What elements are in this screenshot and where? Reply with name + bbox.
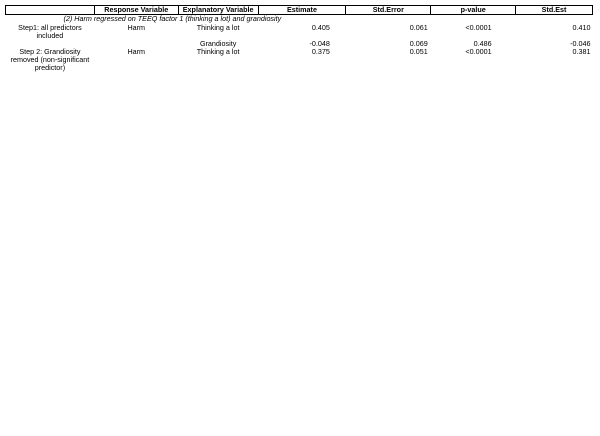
explanatory-variable-cell: Grandiosity: [199, 39, 237, 48]
header-std-error: Std.Error: [346, 6, 431, 15]
p-value-cell: <0.0001: [465, 47, 492, 56]
step-label: Step 2: Grandiosity removed (non-significant predictor): [10, 47, 90, 72]
table-row: [6, 40, 593, 48]
std-est-cell: -0.046: [570, 39, 591, 48]
step-label: Step1: all predictors included: [18, 23, 82, 40]
estimate-cell: 0.375: [311, 47, 330, 56]
header-p-value: p-value: [431, 6, 516, 15]
std-error-cell: 0.061: [409, 23, 428, 32]
response-variable-cell: Harm: [127, 23, 146, 32]
header-response-variable: Response Variable: [94, 6, 178, 15]
header-estimate: Estimate: [258, 6, 346, 15]
caption-row: [6, 15, 593, 25]
table-row: [6, 24, 593, 40]
explanatory-variable-cell: Thinking a lot: [196, 47, 240, 56]
explanatory-variable-cell: Thinking a lot: [196, 23, 240, 32]
table-row: [6, 48, 593, 72]
header-std-est: Std.Est: [516, 6, 593, 15]
p-value-cell: <0.0001: [465, 23, 492, 32]
table-caption: (2) Harm regressed on TEEQ factor 1 (thinking a lot) and grandiosity: [63, 14, 282, 23]
std-est-cell: 0.381: [572, 47, 591, 56]
estimate-cell: -0.048: [309, 39, 330, 48]
header-explanatory-variable: Explanatory Variable: [178, 6, 258, 15]
regression-table: [5, 5, 593, 72]
response-variable-cell: Harm: [127, 47, 146, 56]
std-est-cell: 0.410: [572, 23, 591, 32]
std-error-cell: 0.069: [409, 39, 428, 48]
estimate-cell: 0.405: [311, 23, 330, 32]
p-value-cell: 0.486: [473, 39, 492, 48]
std-error-cell: 0.051: [409, 47, 428, 56]
